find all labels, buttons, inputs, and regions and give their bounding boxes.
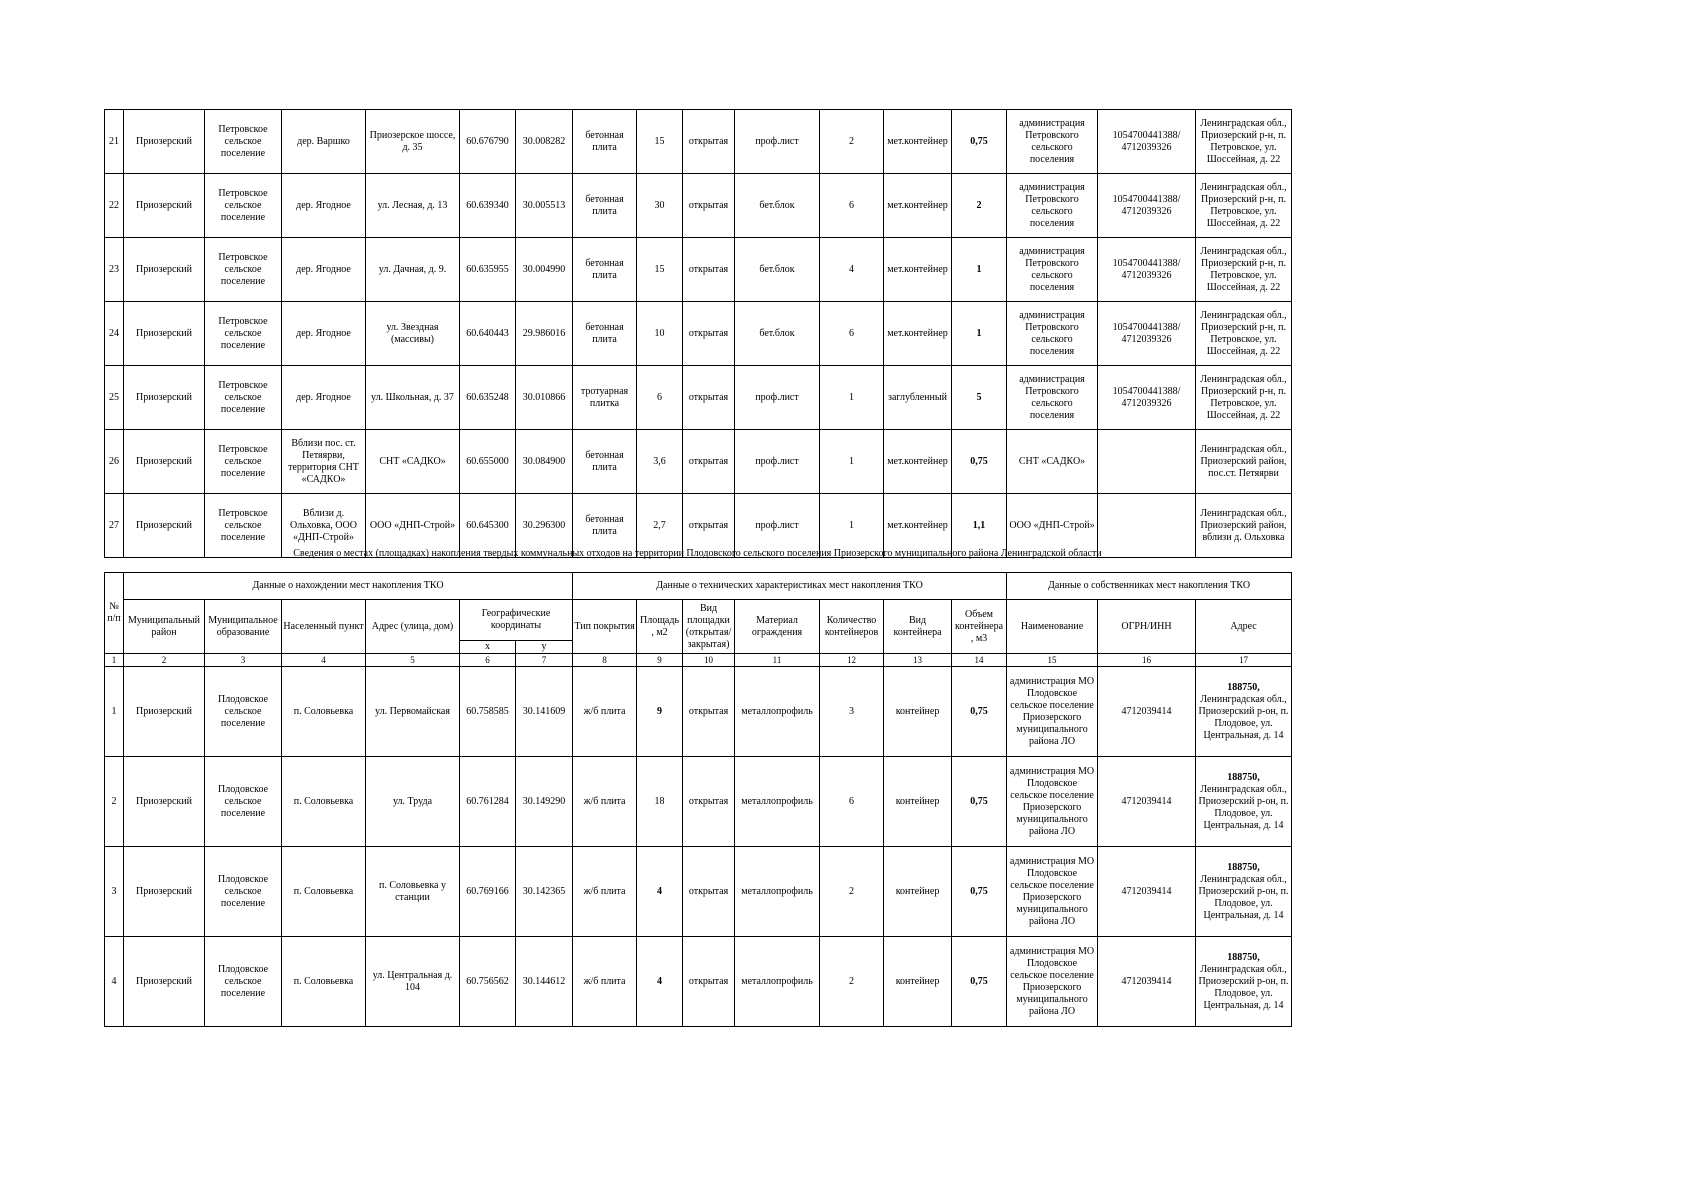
district: Приозерский [124,667,205,757]
owner-address [1196,667,1292,757]
district: Приозерский [124,847,205,937]
coord-x: 60.758585 [460,667,516,757]
column-number: 17 [1196,654,1292,667]
owner-ogrn: 1054700441388/ 4712039326 [1098,366,1196,430]
table-row [105,110,1292,174]
owner-name: администрация МО Плодовское сельское поселение Приозерского муниципального района ЛО [1007,757,1098,847]
table-row [105,366,1292,430]
district: Приозерский [124,238,205,302]
municipality: Петровское сельское поселение [205,302,282,366]
settlement: п. Соловьевка [282,757,366,847]
coord-x: 60.635248 [460,366,516,430]
container-type: заглубленный [884,366,952,430]
owner-ogrn: 1054700441388/ 4712039326 [1098,302,1196,366]
column-number: 13 [884,654,952,667]
container-volume: 0,75 [952,757,1007,847]
coord-y: 30.005513 [516,174,573,238]
owner-address: Ленинградская обл., Приозерский р-н, п. Петровское, ул. Шоссейная, д. 22 [1196,366,1292,430]
container-count: 1 [820,430,884,494]
fence-material: металлопрофиль [735,937,820,1027]
row-number: 4 [105,937,124,1027]
area: 15 [637,238,683,302]
municipality: Петровское сельское поселение [205,494,282,558]
column-number: 4 [282,654,366,667]
owner-ogrn: 4712039414 [1098,757,1196,847]
cover-type: бетонная плита [573,494,637,558]
column-number: 10 [683,654,735,667]
header-count: Количество контейнеров [820,600,884,654]
fence-material: металлопрофиль [735,847,820,937]
municipality: Петровское сельское поселение [205,238,282,302]
header-address: Адрес (улица, дом) [366,600,460,654]
container-volume: 0,75 [952,110,1007,174]
municipality: Плодовское сельское поселение [205,937,282,1027]
table-row [105,302,1292,366]
settlement: п. Соловьевка [282,667,366,757]
container-count: 1 [820,366,884,430]
column-number: 2 [124,654,205,667]
area: 4 [637,847,683,937]
column-number: 11 [735,654,820,667]
owner-name: администрация Петровского сельского поселения [1007,174,1098,238]
site-type: открытая [683,847,735,937]
column-number: 15 [1007,654,1098,667]
coord-x: 60.761284 [460,757,516,847]
fence-material: проф.лист [735,430,820,494]
container-volume: 0,75 [952,430,1007,494]
container-type: мет.контейнер [884,174,952,238]
municipality: Плодовское сельское поселение [205,667,282,757]
container-volume: 5 [952,366,1007,430]
fence-material: бет.блок [735,238,820,302]
site-type: открытая [683,110,735,174]
owner-address-zip: 188750, [1227,771,1260,783]
header-fence: Материал ограждения [735,600,820,654]
owner-address-text: Ленинградская обл., Приозерский р-он, п. Плодовое, ул. Центральная, д. 14 [1198,783,1289,831]
container-count: 3 [820,667,884,757]
column-number: 6 [460,654,516,667]
container-type: мет.контейнер [884,430,952,494]
row-number: 21 [105,110,124,174]
container-type: контейнер [884,667,952,757]
owner-name: администрация Петровского сельского поселения [1007,238,1098,302]
header-num: № п/п [105,573,124,654]
container-volume: 1 [952,302,1007,366]
coord-y: 30.149290 [516,757,573,847]
area: 10 [637,302,683,366]
area: 9 [637,667,683,757]
district: Приозерский [124,494,205,558]
address: ул. Центральная д. 104 [366,937,460,1027]
container-count: 1 [820,494,884,558]
table-row [105,937,1292,1027]
owner-ogrn [1098,430,1196,494]
district: Приозерский [124,174,205,238]
owner-address-zip: 188750, [1227,681,1260,693]
container-type: контейнер [884,937,952,1027]
district: Приозерский [124,110,205,174]
column-number: 14 [952,654,1007,667]
coord-x: 60.756562 [460,937,516,1027]
district: Приозерский [124,302,205,366]
cover-type: ж/б плита [573,937,637,1027]
area: 30 [637,174,683,238]
owner-address-zip: 188750, [1227,861,1260,873]
owner-address: Ленинградская обл., Приозерский район, пос.ст. Петяярви [1196,430,1292,494]
site-type: открытая [683,937,735,1027]
coord-x: 60.640443 [460,302,516,366]
container-type: контейнер [884,847,952,937]
coord-x: 60.655000 [460,430,516,494]
owner-name: администрация МО Плодовское сельское поселение Приозерского муниципального района ЛО [1007,937,1098,1027]
fence-material: бет.блок [735,302,820,366]
header-district: Муниципальный район [124,600,205,654]
header-geo: Географические координаты [460,600,573,641]
area: 4 [637,937,683,1027]
container-volume: 1 [952,238,1007,302]
coord-y: 30.142365 [516,847,573,937]
address: ул. Труда [366,757,460,847]
header-type: Вид площадки (открытая/ закрытая) [683,600,735,654]
row-number: 1 [105,667,124,757]
column-number: 3 [205,654,282,667]
header-place: Населенный пункт [282,600,366,654]
header-ctype: Вид контейнера [884,600,952,654]
owner-address [1196,937,1292,1027]
container-count: 2 [820,847,884,937]
settlement: дер. Ягодное [282,238,366,302]
municipality: Петровское сельское поселение [205,366,282,430]
cover-type: тротуарная плитка [573,366,637,430]
container-count: 2 [820,937,884,1027]
container-volume: 0,75 [952,667,1007,757]
coord-y: 30.004990 [516,238,573,302]
header-group-location: Данные о нахождении мест накопления ТКО [124,573,573,600]
container-type: мет.контейнер [884,302,952,366]
address: ул. Дачная, д. 9. [366,238,460,302]
owner-address: Ленинградская обл., Приозерский р-н, п. Петровское, ул. Шоссейная, д. 22 [1196,110,1292,174]
municipality: Петровское сельское поселение [205,110,282,174]
plodovskoe-sites-table [104,572,1292,1027]
settlement: Вблизи пос. ст. Петяярви, территория СНТ «САДКО» [282,430,366,494]
header-x: x [460,641,516,654]
column-number: 7 [516,654,573,667]
coord-x: 60.639340 [460,174,516,238]
owner-address-text: Ленинградская обл., Приозерский р-он, п. Плодовое, ул. Центральная, д. 14 [1198,693,1289,741]
row-number: 26 [105,430,124,494]
column-number: 8 [573,654,637,667]
header-mo: Муниципальное образование [205,600,282,654]
owner-ogrn: 1054700441388/ 4712039326 [1098,110,1196,174]
row-number: 25 [105,366,124,430]
municipality: Петровское сельское поселение [205,430,282,494]
header-vol: Объем контейнера , м3 [952,600,1007,654]
owner-address: Ленинградская обл., Приозерский р-н, п. Петровское, ул. Шоссейная, д. 22 [1196,238,1292,302]
municipality: Плодовское сельское поселение [205,847,282,937]
district: Приозерский [124,430,205,494]
row-number: 3 [105,847,124,937]
address: п. Соловьевка у станции [366,847,460,937]
settlement: п. Соловьевка [282,847,366,937]
column-number: 5 [366,654,460,667]
column-number: 9 [637,654,683,667]
header-area: Площадь , м2 [637,600,683,654]
owner-address [1196,847,1292,937]
district: Приозерский [124,757,205,847]
owner-ogrn: 1054700441388/ 4712039326 [1098,238,1196,302]
column-number: 16 [1098,654,1196,667]
owner-address: Ленинградская обл., Приозерский р-н, п. Петровское, ул. Шоссейная, д. 22 [1196,174,1292,238]
coord-x: 60.769166 [460,847,516,937]
container-type: мет.контейнер [884,238,952,302]
municipality: Петровское сельское поселение [205,174,282,238]
fence-material: проф.лист [735,366,820,430]
column-number: 1 [105,654,124,667]
area: 18 [637,757,683,847]
container-count: 6 [820,757,884,847]
owner-address: Ленинградская обл., Приозерский р-н, п. Петровское, ул. Шоссейная, д. 22 [1196,302,1292,366]
fence-material: металлопрофиль [735,667,820,757]
owner-address-text: Ленинградская обл., Приозерский р-он, п. Плодовое, ул. Центральная, д. 14 [1198,963,1289,1011]
table-row [105,757,1292,847]
row-number: 24 [105,302,124,366]
address: ул. Звездная (массивы) [366,302,460,366]
settlement: дер. Варшко [282,110,366,174]
container-count: 6 [820,174,884,238]
site-type: открытая [683,494,735,558]
settlement: дер. Ягодное [282,174,366,238]
coord-y: 30.010866 [516,366,573,430]
municipality: Плодовское сельское поселение [205,757,282,847]
owner-ogrn: 4712039414 [1098,847,1196,937]
owner-name: администрация МО Плодовское сельское поселение Приозерского муниципального района ЛО [1007,667,1098,757]
settlement: Вблизи д. Ольховка, ООО «ДНП-Строй» [282,494,366,558]
owner-name: администрация МО Плодовское сельское поселение Приозерского муниципального района ЛО [1007,847,1098,937]
site-type: открытая [683,366,735,430]
column-number: 12 [820,654,884,667]
site-type: открытая [683,757,735,847]
owner-name: ООО «ДНП-Строй» [1007,494,1098,558]
table-row [105,667,1292,757]
container-volume: 2 [952,174,1007,238]
header-ogrn: ОГРН/ИНН [1098,600,1196,654]
address: СНТ «САДКО» [366,430,460,494]
cover-type: бетонная плита [573,302,637,366]
coord-y: 30.008282 [516,110,573,174]
owner-address: Ленинградская обл., Приозерский район, вблизи д. Ольховка [1196,494,1292,558]
cover-type: бетонная плита [573,430,637,494]
container-volume: 0,75 [952,937,1007,1027]
coord-x: 60.645300 [460,494,516,558]
header-group-owner: Данные о собственниках мест накопления ТКО [1007,573,1292,600]
address: ООО «ДНП-Строй» [366,494,460,558]
fence-material: проф.лист [735,494,820,558]
header-group-tech: Данные о технических характеристиках мест накопления ТКО [573,573,1007,600]
petrovskoe-sites-table [104,109,1292,558]
coord-y: 30.141609 [516,667,573,757]
container-count: 6 [820,302,884,366]
table-row [105,238,1292,302]
row-number: 2 [105,757,124,847]
site-type: открытая [683,238,735,302]
fence-material: бет.блок [735,174,820,238]
owner-address-zip: 188750, [1227,951,1260,963]
owner-name: СНТ «САДКО» [1007,430,1098,494]
site-type: открытая [683,430,735,494]
header-owner: Наименование [1007,600,1098,654]
address: Приозерское шоссе, д. 35 [366,110,460,174]
area: 15 [637,110,683,174]
container-count: 2 [820,110,884,174]
fence-material: металлопрофиль [735,757,820,847]
table-row [105,430,1292,494]
header-owner-address: Адрес [1196,600,1292,654]
owner-ogrn: 1054700441388/ 4712039326 [1098,174,1196,238]
district: Приозерский [124,366,205,430]
container-type: мет.контейнер [884,110,952,174]
cover-type: ж/б плита [573,757,637,847]
coord-y: 30.144612 [516,937,573,1027]
fence-material: проф.лист [735,110,820,174]
settlement: п. Соловьевка [282,937,366,1027]
cover-type: ж/б плита [573,847,637,937]
cover-type: бетонная плита [573,110,637,174]
settlement: дер. Ягодное [282,366,366,430]
coord-y: 30.084900 [516,430,573,494]
district: Приозерский [124,937,205,1027]
owner-ogrn: 4712039414 [1098,667,1196,757]
container-count: 4 [820,238,884,302]
settlement: дер. Ягодное [282,302,366,366]
area: 6 [637,366,683,430]
coord-y: 29.986016 [516,302,573,366]
site-type: открытая [683,302,735,366]
coord-y: 30.296300 [516,494,573,558]
owner-name: администрация Петровского сельского поселения [1007,302,1098,366]
address: ул. Первомайская [366,667,460,757]
owner-name: администрация Петровского сельского поселения [1007,110,1098,174]
header-y: y [516,641,573,654]
owner-address [1196,757,1292,847]
container-volume: 0,75 [952,847,1007,937]
container-volume: 1,1 [952,494,1007,558]
cover-type: бетонная плита [573,238,637,302]
container-type: контейнер [884,757,952,847]
container-type: мет.контейнер [884,494,952,558]
owner-address-text: Ленинградская обл., Приозерский р-он, п. Плодовое, ул. Центральная, д. 14 [1198,873,1289,921]
area: 3,6 [637,430,683,494]
table-row [105,847,1292,937]
cover-type: бетонная плита [573,174,637,238]
address: ул. Лесная, д. 13 [366,174,460,238]
coord-x: 60.635955 [460,238,516,302]
header-cover: Тип покрытия [573,600,637,654]
owner-ogrn: 4712039414 [1098,937,1196,1027]
address: ул. Школьная, д. 37 [366,366,460,430]
table-row [105,174,1292,238]
coord-x: 60.676790 [460,110,516,174]
site-type: открытая [683,667,735,757]
section-caption: Сведения о местах (площадках) накопления твердых коммунальных отходов на территории Плодовского сельского поселения Приозерского муниципального района Ленинградской области [293,548,1102,559]
owner-name: администрация Петровского сельского поселения [1007,366,1098,430]
area: 2,7 [637,494,683,558]
cover-type: ж/б плита [573,667,637,757]
row-number: 27 [105,494,124,558]
site-type: открытая [683,174,735,238]
row-number: 23 [105,238,124,302]
row-number: 22 [105,174,124,238]
